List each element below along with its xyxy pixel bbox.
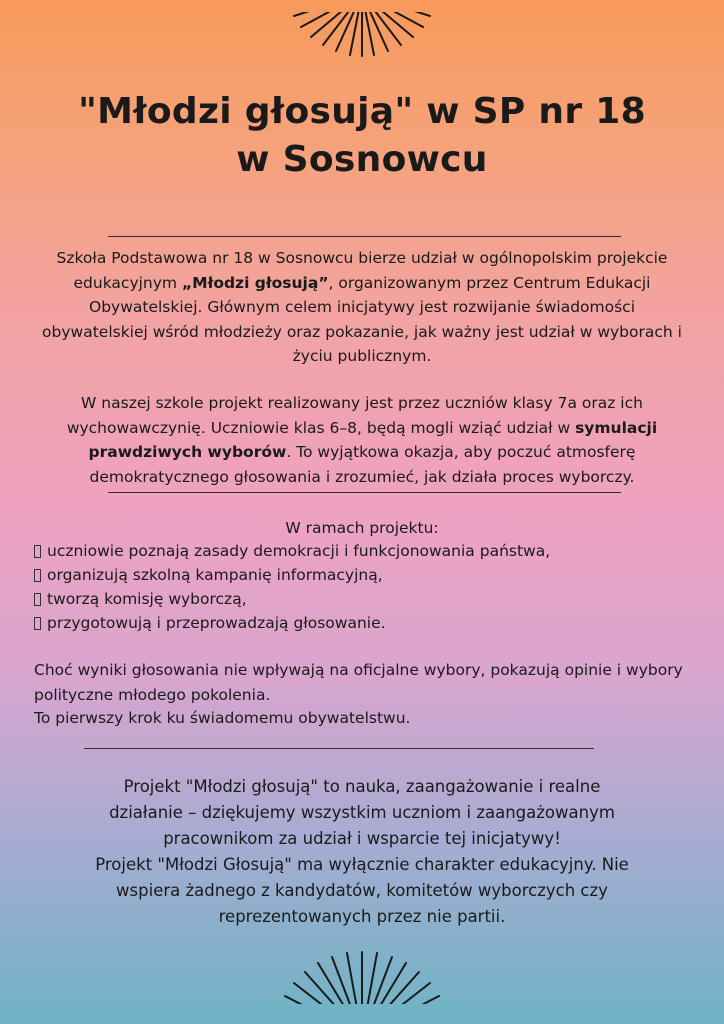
divider-2 (108, 492, 621, 493)
project-name-bold: „Młodzi głosują” (181, 273, 329, 292)
title-line-2: w Sosnowcu (236, 139, 488, 180)
missing-glyph-icon (34, 617, 41, 630)
intro-text-end: , organizowanym przez Centrum Edukacji Obywatelskiej. Głównym celem inicjatywy jest rozwijanie świadomości obywatelskiej wśród młodzieży oraz pokazanie, jak ważny jest udział w wyborach i życiu publicznym. (42, 273, 682, 365)
page-title (0, 88, 724, 184)
list-item (34, 611, 694, 635)
divider-3 (84, 748, 594, 749)
closing-line: działanie – dziękujemy wszystkim uczniom i zaangażowanym (109, 803, 615, 822)
missing-glyph-icon (34, 593, 41, 606)
closing-line: Projekt "Młodzi Głosują" ma wyłącznie charakter edukacyjny. Nie (95, 855, 629, 874)
sunburst-top-decoration (0, 0, 724, 60)
list-item-text: przygotowują i przeprowadzają głosowanie. (47, 614, 386, 632)
closing-statement (40, 774, 684, 930)
sunburst-bottom-decoration (0, 944, 724, 1024)
missing-glyph-icon (34, 569, 41, 582)
intro-paragraph (36, 246, 688, 369)
results-closing-line: To pierwszy krok ku świadomemu obywatelstwu. (34, 709, 411, 727)
school-text-start: W naszej szkole projekt realizowany jest przez uczniów klasy 7a oraz ich wychowawczynię. Uczniowie klas 6–8, będą mogli wziąć udział w (66, 394, 643, 437)
project-activities-list (34, 539, 694, 635)
list-heading: W ramach projektu: (285, 519, 439, 537)
list-item (34, 539, 694, 563)
list-item (34, 587, 694, 611)
title-line-1: "Młodzi głosują" w SP nr 18 (78, 91, 646, 132)
results-paragraph: Choć wyniki głosowania nie wpływają na oficjalne wybory, pokazują opinie i wybory polityczne młodego pokolenia. (34, 661, 683, 704)
school-paragraph (60, 391, 664, 489)
school-text-end: . To wyjątkowa okazja, aby poczuć atmosferę demokratycznego głosowania i zrozumieć, jak działa proces wyborczy. (89, 443, 636, 486)
closing-line: pracownikom za udział i wsparcie tej inicjatywy! (163, 829, 561, 848)
divider-1 (108, 236, 621, 237)
list-item-text: uczniowie poznają zasady demokracji i funkcjonowania państwa, (47, 542, 551, 560)
list-item-text: tworzą komisję wyborczą, (47, 590, 247, 608)
missing-glyph-icon (34, 545, 41, 558)
list-item (34, 563, 694, 587)
simulation-bold: symulacji prawdziwych wyborów (88, 418, 658, 461)
intro-text-start: Szkoła Podstawowa nr 18 w Sosnowcu bierze udział w ogólnopolskim projekcie edukacyjnym (56, 249, 668, 292)
closing-line: reprezentowanych przez nie partii. (218, 907, 506, 926)
closing-line: Projekt "Młodzi głosują" to nauka, zaangażowanie i realne (123, 777, 601, 796)
closing-line: wspiera żadnego z kandydatów, komitetów wyborczych czy (116, 881, 608, 900)
list-item-text: organizują szkolną kampanię informacyjną, (47, 566, 383, 584)
